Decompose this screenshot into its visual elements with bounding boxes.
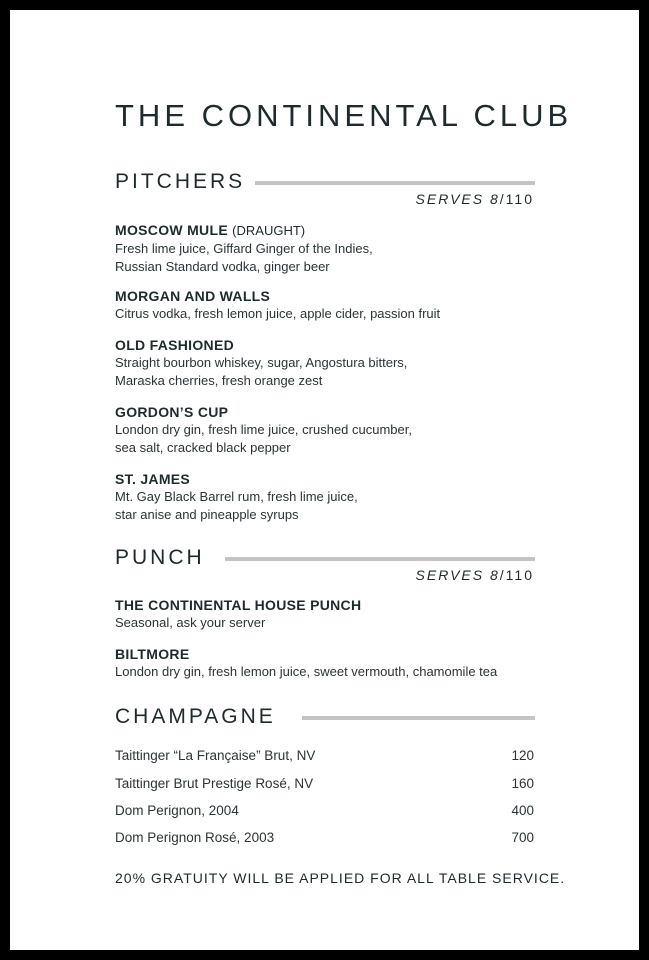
menu-item <box>115 336 545 390</box>
item-name: BILTMORE <box>115 646 190 662</box>
item-name: OLD FASHIONED <box>115 337 235 353</box>
menu-item <box>115 596 545 632</box>
item-description: Fresh lime juice, Giffard Ginger of the Indies, <box>115 241 373 256</box>
serves-label: SERVES 8 <box>415 191 500 207</box>
wine-row <box>115 747 534 765</box>
section-divider-punch <box>225 557 535 561</box>
wine-name: Taittinger “La Française” Brut, NV <box>115 748 316 763</box>
wine-row <box>115 775 534 793</box>
wine-row <box>115 829 534 847</box>
section-divider-pitchers <box>255 181 535 185</box>
serves-punch: SERVES 8/110 <box>415 567 534 583</box>
wine-name: Dom Perignon, 2004 <box>115 803 239 818</box>
item-description: Seasonal, ask your server <box>115 615 266 630</box>
item-name: ST. JAMES <box>115 471 191 487</box>
gratuity-notice: 20% GRATUITY WILL BE APPLIED FOR ALL TABLE SERVICE. <box>115 870 566 886</box>
section-heading-champagne: CHAMPAGNE <box>115 705 276 728</box>
item-description: Russian Standard vodka, ginger beer <box>115 259 330 274</box>
section-heading-pitchers: PITCHERS <box>115 170 246 193</box>
item-name: MORGAN AND WALLS <box>115 288 271 304</box>
menu-item <box>115 403 545 457</box>
item-name: THE CONTINENTAL HOUSE PUNCH <box>115 597 362 613</box>
item-note: (DRAUGHT) <box>232 223 306 238</box>
wine-price: 160 <box>511 776 534 791</box>
menu-item <box>115 221 545 276</box>
serves-label: SERVES 8 <box>415 567 500 583</box>
wine-price: 400 <box>511 803 534 818</box>
item-description: London dry gin, fresh lemon juice, sweet vermouth, chamomile tea <box>115 664 498 679</box>
wine-name: Dom Perignon Rosé, 2003 <box>115 830 275 845</box>
menu-item <box>115 645 545 681</box>
serves-price: 110 <box>505 567 534 583</box>
menu-item <box>115 287 545 323</box>
item-description: Maraska cherries, fresh orange zest <box>115 373 323 388</box>
item-description: Straight bourbon whiskey, sugar, Angostura bitters, <box>115 355 408 370</box>
item-description: London dry gin, fresh lime juice, crushed cucumber, <box>115 422 412 437</box>
item-name: GORDON’S CUP <box>115 404 229 420</box>
menu-item <box>115 470 545 524</box>
wine-price: 700 <box>511 830 534 845</box>
item-name: MOSCOW MULE <box>115 222 228 238</box>
wine-price: 120 <box>511 748 534 763</box>
serves-price: 110 <box>505 191 534 207</box>
serves-pitchers: SERVES 8/110 <box>415 191 534 207</box>
item-description: sea salt, cracked black pepper <box>115 440 291 455</box>
item-description: Citrus vodka, fresh lemon juice, apple cider, passion fruit <box>115 306 441 321</box>
section-heading-punch: PUNCH <box>115 546 205 569</box>
item-description: star anise and pineapple syrups <box>115 507 299 522</box>
item-description: Mt. Gay Black Barrel rum, fresh lime juice, <box>115 489 358 504</box>
menu-page <box>10 10 639 950</box>
wine-name: Taittinger Brut Prestige Rosé, NV <box>115 776 314 791</box>
section-divider-champagne <box>302 716 535 720</box>
wine-row <box>115 802 534 820</box>
page-title: THE CONTINENTAL CLUB <box>115 98 573 133</box>
